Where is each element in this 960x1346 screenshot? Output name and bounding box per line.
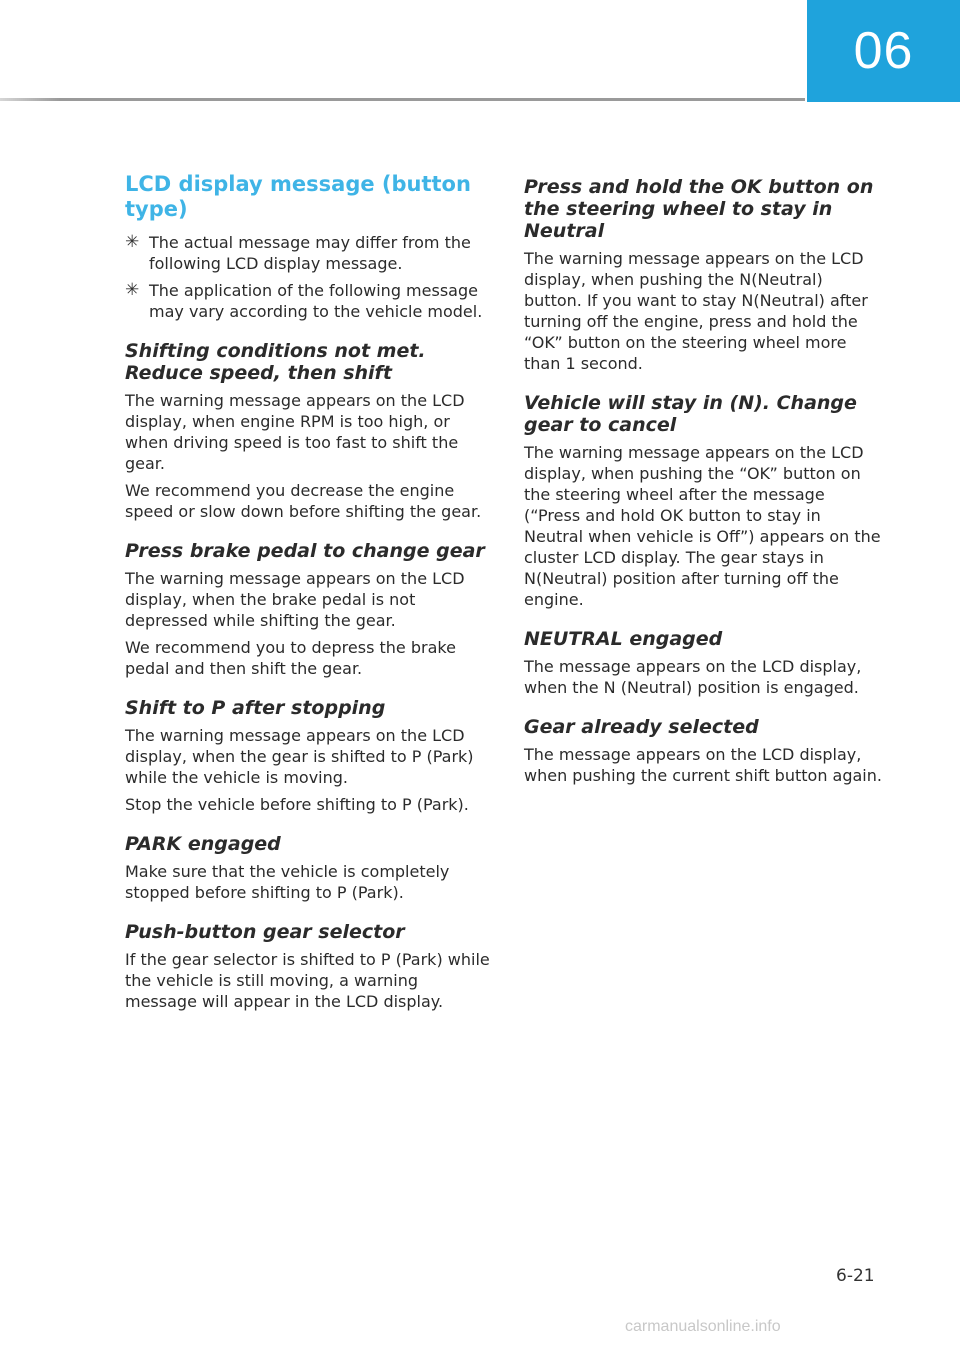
message-description: We recommend you decrease the engine speed or slow down before shifting the gear. (125, 481, 482, 521)
message-heading: Press brake pedal to change gear (125, 540, 485, 562)
message-heading: Vehicle will stay in (N). Change gear to cancel (524, 392, 857, 436)
message-description: The warning message appears on the LCD display, when pushing the “OK” button on the steering wheel after the message (“Press and hold OK button to stay in Neutral when vehicle is Off”) appears on the cluster LCD display. The gear stays in N(Neutral) position after turning off the engine. (524, 443, 881, 609)
message-description: The warning message appears on the LCD display, when pushing the N(Neutral) button. If you want to stay N(Neutral) after turning off the engine, press and hold the “OK” button on the steering wheel more than 1 second. (524, 249, 868, 373)
asterisk-note-icon: ✳ (125, 232, 140, 252)
note-text: The application of the following message may vary according to the vehicle model. (149, 281, 483, 321)
note-item (125, 280, 490, 322)
message-heading: Shift to P after stopping (125, 697, 386, 719)
watermark: carmanualsonline.info (625, 1318, 781, 1335)
message-description: The warning message appears on the LCD display, when engine RPM is too high, or when driving speed is too fast to shift the gear. (125, 391, 465, 473)
message-description: If the gear selector is shifted to P (Park) while the vehicle is still moving, a warning message will appear in the LCD display. (125, 950, 490, 1011)
left-column (125, 172, 490, 1018)
asterisk-note-icon: ✳ (125, 280, 140, 300)
section-title: LCD display message (button type) (125, 172, 471, 221)
message-description: We recommend you to depress the brake pedal and then shift the gear. (125, 638, 456, 678)
message-heading: PARK engaged (125, 833, 281, 855)
message-heading: Press and hold the OK button on the steering wheel to stay in Neutral (524, 176, 874, 242)
message-description: Stop the vehicle before shifting to P (Park). (125, 795, 469, 814)
chapter-tab (807, 0, 960, 102)
page-number: 6-21 (836, 1266, 875, 1286)
message-description: The message appears on the LCD display, when pushing the current shift button again. (524, 745, 882, 785)
message-description: Make sure that the vehicle is completely stopped before shifting to P (Park). (125, 862, 450, 902)
message-heading: Push-button gear selector (125, 921, 405, 943)
header-divider (0, 98, 805, 101)
message-heading: Shifting conditions not met. Reduce speed, then shift (125, 340, 426, 384)
message-heading: Gear already selected (524, 716, 759, 738)
message-description: The warning message appears on the LCD display, when the gear is shifted to P (Park) while the vehicle is moving. (125, 726, 474, 787)
note-text: The actual message may differ from the following LCD display message. (149, 233, 471, 273)
message-heading: NEUTRAL engaged (524, 628, 723, 650)
right-column (524, 172, 884, 792)
message-description: The message appears on the LCD display, when the N (Neutral) position is engaged. (524, 657, 862, 697)
chapter-number: 06 (853, 22, 914, 80)
message-description: The warning message appears on the LCD display, when the brake pedal is not depressed while shifting the gear. (125, 569, 465, 630)
note-item (125, 232, 490, 274)
